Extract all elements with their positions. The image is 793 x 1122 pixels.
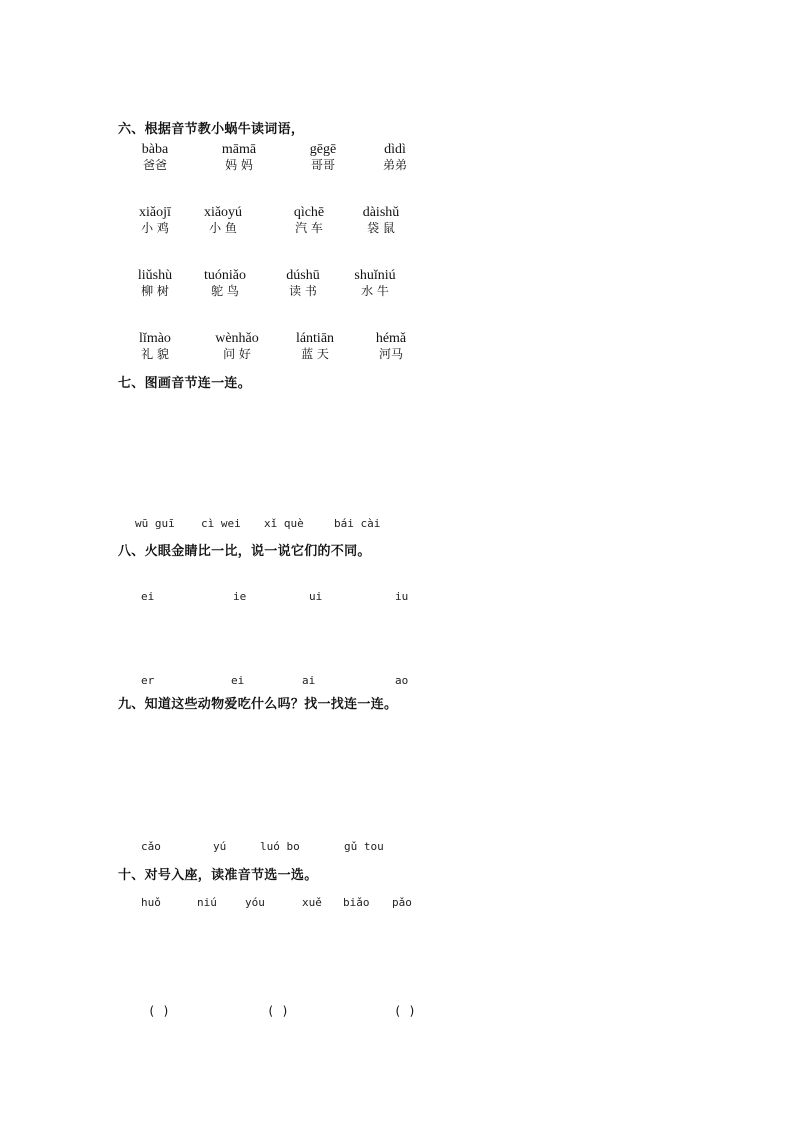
final-label: ie xyxy=(233,590,247,603)
syllable-option: yóu xyxy=(245,896,265,909)
final-label: er xyxy=(141,674,155,687)
word-item xyxy=(346,331,436,362)
syllable-option: niú xyxy=(197,896,217,909)
pinyin: lǐmào xyxy=(139,331,171,346)
word-item xyxy=(330,268,420,299)
section8-heading: 八、火眼金睛比一比，说一说它们的不同。 xyxy=(118,544,371,559)
syllable-option: huǒ xyxy=(141,896,161,909)
pinyin: qìchē xyxy=(293,205,325,220)
syllable-label: cì wei xyxy=(201,517,241,530)
food-label: gǔ tou xyxy=(344,840,384,853)
answer-blank[interactable]: ( ) xyxy=(148,1004,170,1018)
pinyin: bàba xyxy=(141,142,169,157)
pinyin: shuǐniú xyxy=(354,268,396,283)
hanzi: 弟弟 xyxy=(382,158,407,172)
hanzi: 鸵 鸟 xyxy=(211,284,239,298)
word-item xyxy=(192,331,282,362)
section9-heading: 九、知道这些动物爱吃什么吗？找一找连一连。 xyxy=(118,697,398,712)
answer-blank[interactable]: ( ) xyxy=(267,1004,289,1018)
pinyin: dìdì xyxy=(384,142,406,157)
syllable-option: pǎo xyxy=(392,896,412,909)
hanzi: 袋 鼠 xyxy=(367,221,395,235)
hanzi: 哥哥 xyxy=(310,158,335,172)
word-item xyxy=(178,205,268,236)
pinyin: dúshū xyxy=(286,268,320,283)
hanzi: 礼 貌 xyxy=(141,347,169,361)
word-item xyxy=(180,268,270,299)
final-label: iu xyxy=(395,590,409,603)
syllable-label: xǐ què xyxy=(264,517,304,530)
final-label: ai xyxy=(302,674,316,687)
food-label: yú xyxy=(213,840,227,853)
hanzi: 河马 xyxy=(378,347,403,361)
pinyin: hémǎ xyxy=(375,331,407,346)
hanzi: 水 牛 xyxy=(361,284,389,298)
pinyin: wènhǎo xyxy=(215,331,259,346)
word-item xyxy=(110,142,200,173)
final-label: ui xyxy=(309,590,323,603)
hanzi: 爸爸 xyxy=(142,158,167,172)
word-item xyxy=(194,142,284,173)
hanzi: 柳 树 xyxy=(141,284,169,298)
hanzi: 小 鱼 xyxy=(209,221,237,235)
pinyin: liǔshù xyxy=(137,268,173,283)
pinyin: lántiān xyxy=(295,331,335,346)
pinyin: dàishǔ xyxy=(362,205,400,220)
pinyin: xiǎoyú xyxy=(203,205,243,220)
section10-heading: 十、对号入座，读准音节选一选。 xyxy=(118,868,318,883)
hanzi: 妈 妈 xyxy=(225,158,253,172)
syllable-option: xuě xyxy=(302,896,322,909)
pinyin: xiǎojī xyxy=(139,205,171,220)
final-label: ao xyxy=(395,674,409,687)
pinyin: māmā xyxy=(221,142,257,157)
hanzi: 小 鸡 xyxy=(141,221,169,235)
final-label: ei xyxy=(141,590,155,603)
hanzi: 蓝 天 xyxy=(301,347,329,361)
hanzi: 汽 车 xyxy=(295,221,323,235)
final-label: ei xyxy=(231,674,245,687)
food-label: cǎo xyxy=(141,840,161,853)
word-item xyxy=(350,142,440,173)
hanzi: 读 书 xyxy=(289,284,317,298)
food-label: luó bo xyxy=(260,840,300,853)
hanzi: 问 好 xyxy=(223,347,251,361)
section7-heading: 七、图画音节连一连。 xyxy=(118,376,252,391)
syllable-label: wū guī xyxy=(135,517,175,530)
word-item xyxy=(336,205,426,236)
section6-heading: 六、根据音节教小蜗牛读词语， xyxy=(118,122,305,137)
answer-blank[interactable]: ( ) xyxy=(394,1004,416,1018)
pinyin: tuóniǎo xyxy=(204,268,246,283)
pinyin: gēgē xyxy=(309,142,337,157)
word-item xyxy=(110,331,200,362)
syllable-label: bái cài xyxy=(334,517,381,530)
syllable-option: biǎo xyxy=(343,896,370,909)
